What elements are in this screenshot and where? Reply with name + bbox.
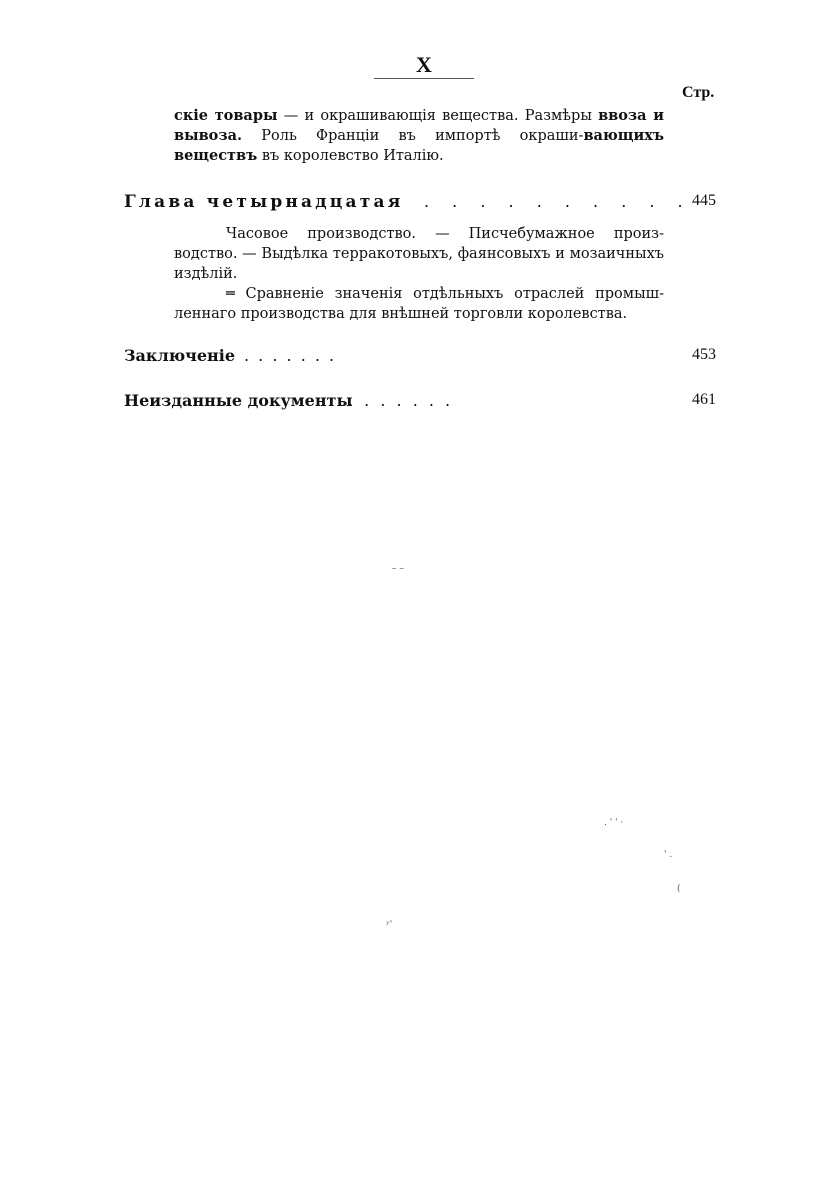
scan-speck: – –: [392, 564, 404, 574]
toc-entry-chapter-14[interactable]: [124, 192, 716, 216]
toc-title: Заключеніе: [124, 346, 236, 365]
scan-speck: (: [677, 884, 681, 894]
continuation-bold-lead: скіе товары: [174, 107, 278, 124]
scan-speck: ' .: [664, 850, 673, 860]
pages-column-header: Стр.: [682, 84, 715, 101]
scan-speck: . ' ' ·: [604, 818, 624, 828]
header-rule: [374, 78, 474, 79]
toc-page-number: 453: [692, 346, 716, 363]
toc-title: Неизданные документы: [124, 391, 353, 410]
toc-page-number: 461: [692, 391, 716, 408]
page-number: X: [416, 52, 432, 77]
toc-page-number: 445: [692, 192, 716, 209]
continuation-paragraph: [174, 106, 664, 166]
toc-leader-dots: . . . . . . . . . .: [424, 192, 692, 211]
continuation-text-3: въ королевство Италію.: [257, 148, 444, 164]
chapter-summary-1: Часовое производство. — Писчебумажное произ-водство. — Выдѣлка терракотовыхъ, фаянсовыхъ и мозаичныхъ издѣлій.: [174, 226, 664, 282]
continuation-bold-tail: вающихъ веществъ: [174, 127, 664, 164]
scan-speck: ʸ': [386, 920, 393, 930]
continuation-text: — и окрашивающія вещества. Размѣры: [277, 108, 599, 124]
toc-leader-dots: . . . . . . .: [244, 346, 337, 365]
continuation-text-2: Роль Франціи въ импортѣ окраши-: [242, 128, 584, 144]
toc-leader-dots: . . . . . . .: [348, 391, 454, 410]
toc-title: Глава четырнадцатая: [124, 192, 404, 212]
toc-entry-unpublished-documents[interactable]: [124, 391, 716, 415]
chapter-summary-2: ═ Сравненіе значенія отдѣльныхъ отраслей промыш-леннаго производства для внѣшней торговли королевства.: [174, 286, 664, 322]
toc-entry-conclusion[interactable]: [124, 346, 716, 370]
continuation-bold-mid: ввоза и вывоза.: [174, 107, 664, 144]
